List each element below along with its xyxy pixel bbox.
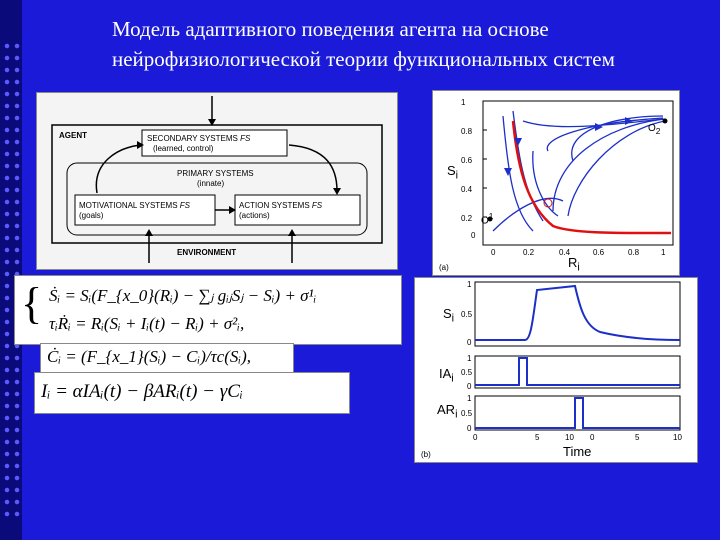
ar-label [437, 402, 457, 421]
secondary-text: SECONDARY SYSTEMS [147, 134, 238, 143]
t-tick-1: 0 [473, 433, 478, 442]
y-tick-3: 0.6 [461, 156, 473, 165]
s-tick-2: 0.5 [461, 310, 473, 319]
phase-x-sub: i [577, 261, 580, 274]
x-tick-6: 1 [661, 248, 666, 257]
y-tick-2: 0.8 [461, 127, 473, 136]
slide-title-line2: нейрофизиологической теории функциональных систем [112, 47, 615, 71]
equation-2: τᵢṘᵢ = Rᵢ(Sᵢ + Iᵢ(t) − Rᵢ) + σ²ᵢ, [49, 314, 245, 333]
equations-panel-3 [34, 372, 350, 414]
t-tick-5: 5 [635, 433, 640, 442]
ia-label [439, 366, 454, 385]
secondary-sub: (learned, control) [153, 144, 214, 153]
phase-plot [432, 90, 680, 276]
equations-panel-1 [14, 275, 402, 345]
secondary-label [147, 134, 250, 143]
phase-y-label [447, 163, 458, 182]
t-tick-2: 5 [535, 433, 540, 442]
s-tick-3: 0 [467, 338, 472, 347]
agent-diagram [36, 92, 398, 270]
s-text: S [443, 306, 452, 321]
x-tick-5: 0.8 [628, 248, 640, 257]
ar-text: AR [437, 402, 456, 417]
motivational-sub: (goals) [79, 211, 104, 220]
equation-4: Iᵢ = αIAᵢ(t) − βARᵢ(t) − γCᵢ [41, 381, 243, 402]
motivational-label [79, 201, 190, 210]
s-tick-1: 1 [467, 280, 472, 289]
action-sub: (actions) [239, 211, 270, 220]
t-tick-3: 10 [565, 433, 574, 442]
ar-tick-1: 1 [467, 394, 472, 403]
panel-a-label: (a) [439, 263, 449, 272]
y-tick-5: 0.2 [461, 214, 473, 223]
x-tick-1: 0 [491, 248, 496, 257]
phase-y-sub: i [455, 169, 459, 182]
ar-tick-3: 0 [467, 424, 472, 433]
ia-tick-1: 1 [467, 354, 472, 363]
o1-text: O [481, 215, 489, 227]
x-tick-2: 0.2 [523, 248, 535, 257]
y-tick-1: 1 [461, 98, 466, 107]
y-tick-4: 0.4 [461, 185, 473, 194]
x-tick-4: 0.6 [593, 248, 605, 257]
o2-label: $O_2$ [648, 123, 661, 136]
agent-label: AGENT [59, 131, 87, 140]
action-label [239, 201, 322, 210]
o1-label: $O^1$ [481, 211, 494, 227]
action-text: ACTION SYSTEMS [239, 201, 310, 210]
time-plot-svg [415, 278, 697, 462]
s-label [443, 306, 454, 325]
motivational-text: MOTIVATIONAL SYSTEMS [79, 201, 178, 210]
motivational-symbol: FS [179, 201, 190, 210]
ia-tick-3: 0 [467, 382, 472, 391]
action-symbol: FS [311, 201, 323, 210]
ia-tick-2: 0.5 [461, 368, 473, 377]
equation-1: Ṡᵢ = Sᵢ(F_{x_0}(Rᵢ) − ∑ⱼ gᵢⱼSⱼ − Sᵢ) + σ¹ᵢ [49, 286, 317, 305]
slide-title [112, 14, 712, 74]
t-tick-6: 10 [673, 433, 682, 442]
o2-text: O [648, 123, 656, 134]
equations-panel-2 [40, 343, 294, 373]
secondary-symbol: FS [240, 134, 251, 143]
left-brace: { [21, 279, 43, 328]
environment-label: ENVIRONMENT [177, 248, 237, 257]
ia-text: IA [439, 366, 452, 381]
panel-b-label: (b) [421, 450, 431, 459]
ia-sub: i [451, 372, 454, 385]
time-plot [414, 277, 698, 463]
primary-label: PRIMARY SYSTEMS [177, 169, 254, 178]
slide-title-line1: Модель адаптивного поведения агента на основе [112, 17, 549, 41]
phase-y-text: S [447, 163, 456, 178]
x-tick-3: 0.4 [559, 248, 571, 257]
time-label: Time [563, 444, 592, 459]
y-tick-6: 0 [471, 231, 476, 240]
ar-sub: i [455, 408, 458, 421]
phase-plot-svg [433, 91, 679, 275]
phase-x-text: R [568, 255, 578, 270]
equation-3: Ċᵢ = (F_{x_1}(Sᵢ) − Cᵢ)/τc(Sᵢ), [47, 347, 251, 366]
ar-tick-2: 0.5 [461, 409, 473, 418]
phase-x-label [568, 255, 580, 274]
t-tick-4: 0 [590, 433, 595, 442]
s-sub: i [451, 312, 455, 325]
primary-sub: (innate) [197, 179, 225, 188]
